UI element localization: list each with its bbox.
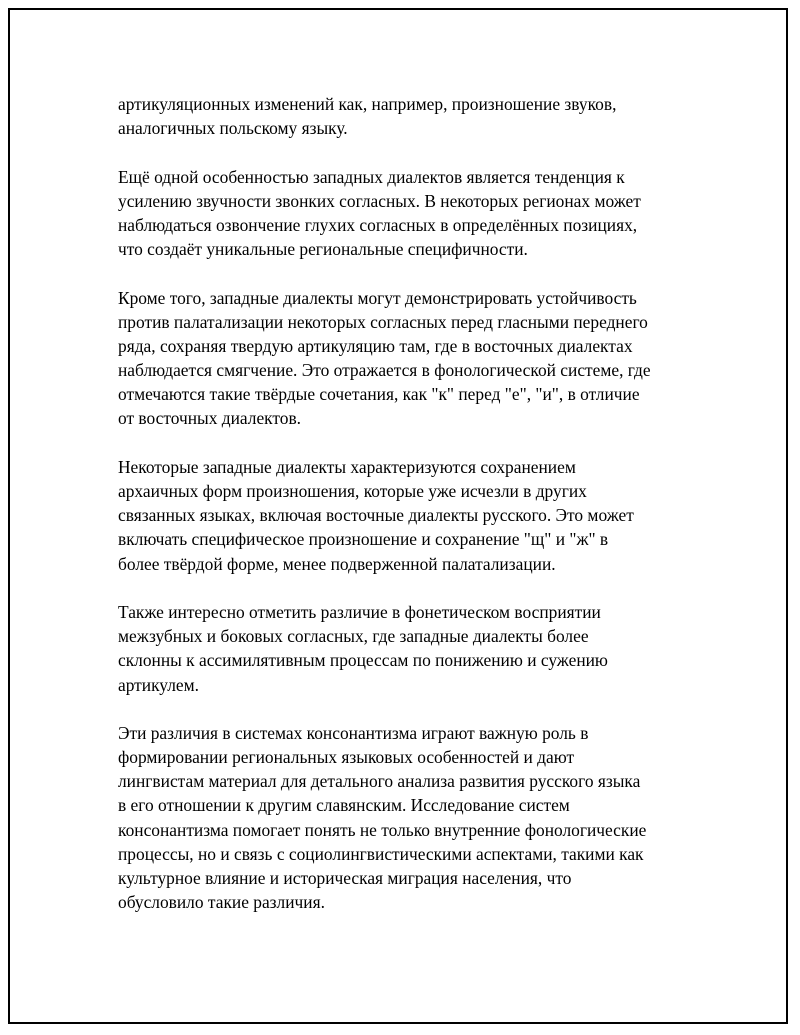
text-line: формировании региональных языковых особенностей и дают: [118, 747, 575, 768]
text-line: артикуляционных изменений как, например, произношение звуков,: [118, 94, 617, 114]
text-line: включать специфическое произношение и сохранение "щ" и "ж" в: [118, 529, 609, 550]
paragraph: [118, 600, 688, 697]
text-line: что создаёт уникальные региональные специфичности.: [118, 239, 528, 260]
text-line: склонны к ассимилятивным процессам по понижению и сужению: [118, 650, 608, 671]
text-line: аналогичных польскому языку.: [118, 118, 348, 139]
text-line: Некоторые западные диалекты характеризуются сохранением: [118, 456, 576, 477]
text-line: усилению звучности звонких согласных. В некоторых регионах может: [118, 190, 641, 211]
text-line: Эти различия в системах консонантизма играют важную роль в: [118, 722, 589, 743]
text-line: культурное влияние и историческая миграция населения, что: [118, 868, 572, 888]
paragraph: [118, 165, 688, 262]
paragraph: [118, 721, 688, 915]
document-body: [118, 92, 688, 939]
text-line: связанных языках, включая восточные диалекты русского. Это может: [118, 505, 634, 526]
text-line: Кроме того, западные диалекты могут демонстрировать устойчивость: [118, 287, 637, 308]
text-line: более твёрдой форме, менее подверженной палатализации.: [118, 553, 556, 574]
text-line: Ещё одной особенностью западных диалектов является тенденция к: [118, 166, 625, 187]
text-line: отмечаются такие твёрдые сочетания, как "к" перед "е", "и", в отличие: [118, 384, 640, 405]
text-line: наблюдается смягчение. Это отражается в фонологической системе, где: [118, 360, 651, 381]
text-line: в его отношении к другим славянским. Исследование систем: [118, 795, 570, 816]
text-line: обусловило такие различия.: [118, 892, 325, 913]
text-line: межзубных и боковых согласных, где западные диалекты более: [118, 626, 589, 647]
paragraph: [118, 455, 688, 576]
text-line: процессы, но и связь с социолингвистическими аспектами, такими как: [118, 843, 644, 864]
text-line: артикулем.: [118, 674, 199, 695]
text-line: ряда, сохраняя твердую артикуляцию там, где в восточных диалектах: [118, 335, 633, 356]
text-line: архаичных форм произношения, которые уже исчезли в других: [118, 481, 587, 501]
paragraph: [118, 92, 688, 140]
text-line: лингвистам материал для детального анализа развития русского языка: [118, 771, 641, 792]
text-line: консонантизма помогает понять не только внутренние фонологические: [118, 819, 647, 840]
text-line: наблюдаться озвончение глухих согласных в определённых позициях,: [118, 214, 638, 235]
paragraph: [118, 286, 688, 431]
text-line: Также интересно отметить различие в фонетическом восприятии: [118, 601, 601, 622]
text-line: от восточных диалектов.: [118, 408, 302, 429]
text-line: против палатализации некоторых согласных перед гласными переднего: [118, 311, 648, 332]
